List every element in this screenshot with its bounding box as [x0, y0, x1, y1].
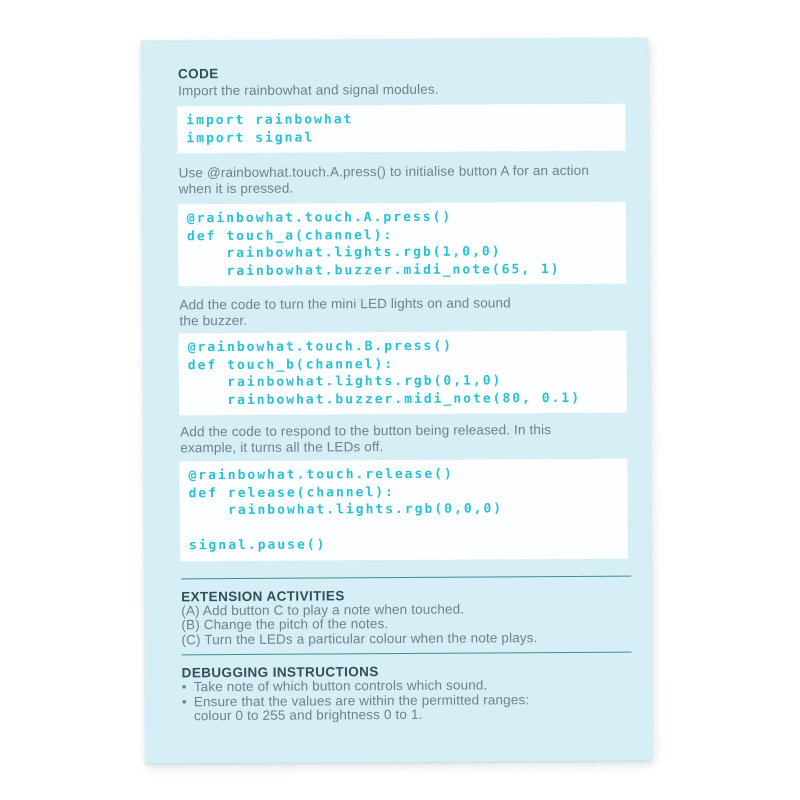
debugging-list	[182, 678, 629, 725]
bullet-text: Take note of which button controls which sound.	[193, 677, 488, 695]
paragraph-line: when it is pressed.	[178, 180, 294, 197]
section-divider	[181, 575, 631, 579]
debugging-heading: DEBUGGING INSTRUCTIONS	[181, 664, 379, 681]
bullet-text-continuation: colour 0 to 255 and brightness 0 to 1.	[193, 707, 423, 724]
instruction-card	[141, 37, 652, 763]
bullet-text: Ensure that the values are within the permitted ranges:	[193, 692, 530, 710]
extension-item: (C) Turn the LEDs a particular colour when the note plays.	[181, 629, 538, 648]
extension-list	[181, 601, 628, 648]
bullet-marker: •	[181, 694, 187, 710]
code-line: rainbowhat.lights.rgb(1,0,0)	[187, 244, 502, 262]
extension-heading: EXTENSION ACTIVITIES	[181, 587, 345, 604]
extension-item: (A) Add button C to play a note when touched.	[181, 601, 465, 618]
paragraph-release	[180, 422, 627, 457]
bullet-marker: •	[181, 679, 187, 695]
code-intro-text: Import the rainbowhat and signal modules.	[178, 81, 439, 99]
code-line: def touch_b(channel):	[187, 356, 395, 373]
code-block-imports	[177, 104, 625, 154]
code-line: rainbowhat.lights.rgb(0,0,0)	[188, 501, 504, 519]
paragraph-button-a	[179, 163, 626, 198]
code-line: import rainbowhat	[186, 112, 354, 129]
code-line: rainbowhat.buzzer.midi_note(80, 0.1)	[187, 390, 582, 408]
bullet-text-wrap	[194, 693, 530, 724]
code-line: @rainbowhat.touch.A.press()	[186, 209, 453, 227]
code-line: def release(channel):	[188, 484, 395, 501]
code-line: rainbowhat.lights.rgb(0,1,0)	[187, 373, 503, 391]
paragraph-line: example, it turns all the LEDs off.	[180, 439, 384, 456]
paragraph-line: Add the code to turn the mini LED lights on and sound	[179, 295, 511, 313]
paragraph-line: Use @rainbowhat.touch.A.press() to initialise button A for an action	[178, 162, 590, 181]
code-section-heading: CODE	[177, 66, 219, 82]
code-line: signal.pause()	[188, 537, 327, 554]
code-line: @rainbowhat.touch.release()	[188, 466, 454, 484]
code-block-touch-a	[178, 202, 626, 287]
paragraph-leds-buzzer	[179, 295, 626, 330]
paragraph-line: the buzzer.	[179, 312, 248, 329]
code-line: def touch_a(channel):	[186, 227, 394, 244]
paragraph-line: Add the code to respond to the button being released. In this	[180, 422, 552, 440]
code-line: import signal	[186, 129, 315, 146]
code-block-touch-b	[179, 331, 627, 416]
section-divider	[182, 652, 632, 656]
debug-bullet	[182, 692, 629, 724]
code-line: @rainbowhat.touch.B.press()	[187, 338, 454, 356]
code-block-release	[179, 459, 628, 561]
extension-item: (B) Change the pitch of the notes.	[181, 616, 389, 633]
code-line: rainbowhat.buzzer.midi_note(65, 1)	[187, 261, 561, 279]
